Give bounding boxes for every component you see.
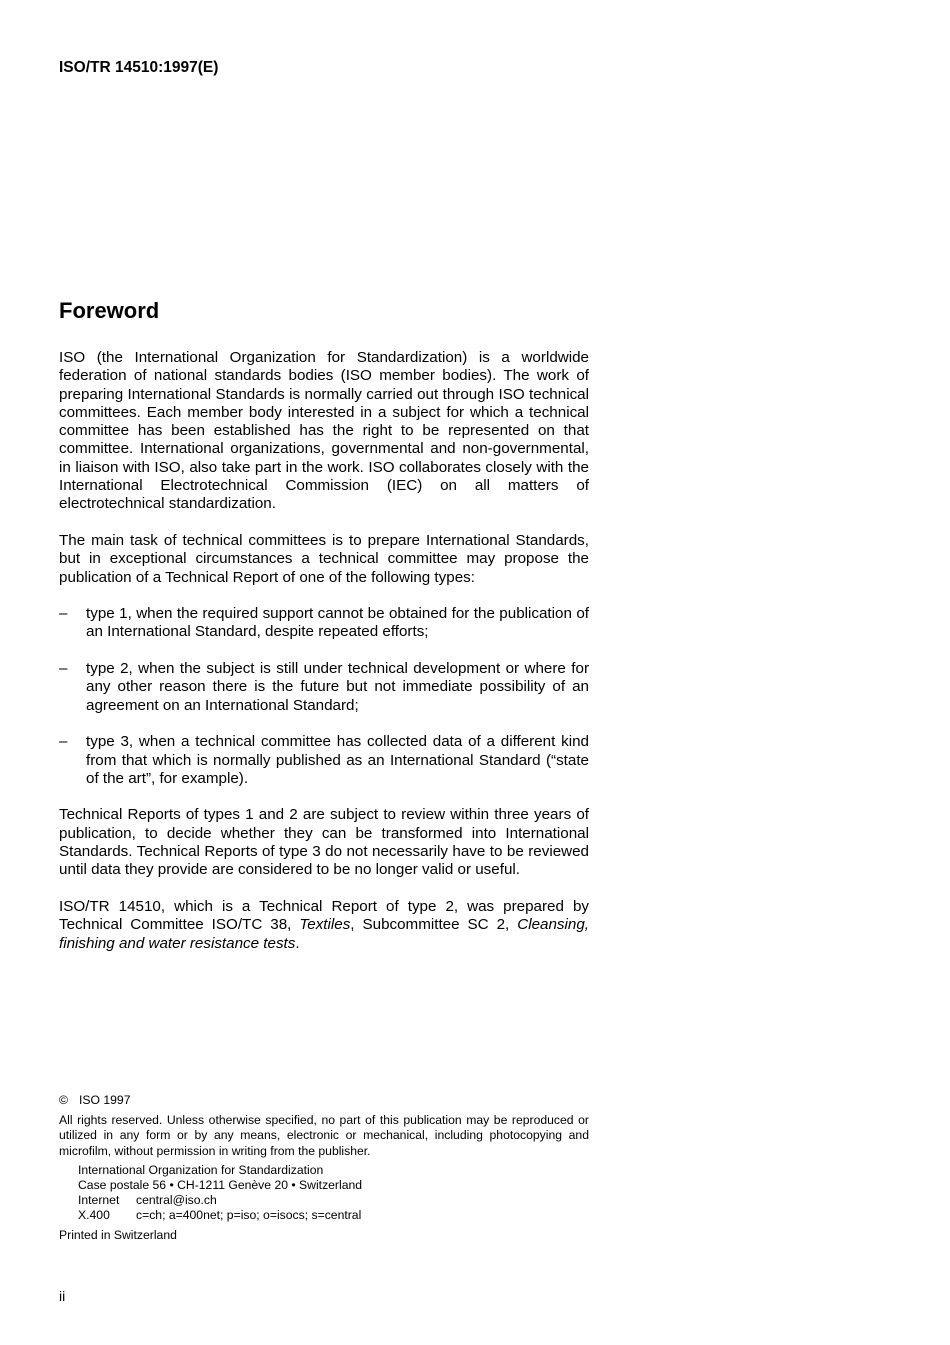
- foreword-paragraph-1: ISO (the International Organization for Standardization) is a worldwide federation of national standards bodies (ISO member bodies). The work of preparing International Standards is normally carried out through ISO technical committees. Each member body interested in a subject for which a technical committee has been established has the right to be represented on that committee. International organizations, governmental and non-governmental, in liaison with ISO, also take part in the work. ISO collaborates closely with the International Electrotechnical Commission (IEC) on all matters of electrotechnical standardization.: [59, 349, 589, 513]
- copyright-line: [59, 1093, 589, 1108]
- list-item-type-3: [59, 733, 589, 788]
- rights-statement: All rights reserved. Unless otherwise specified, no part of this publication may be reproduced or utilized in any form or by any means, electronic or mechanical, including photocopying and microfilm, without permission in writing from the publisher.: [59, 1113, 589, 1158]
- paragraph-4-text: ISO/TR 14510, which is a Technical Report of type 2, was prepared by Technical Committee ISO/TC 38,: [59, 897, 589, 934]
- list-item-text: type 1, when the required support cannot be obtained for the publication of an International Standard, despite repeated efforts;: [86, 605, 589, 641]
- organization-name: International Organization for Standardization: [78, 1162, 324, 1177]
- internet-email: central@iso.ch: [136, 1193, 217, 1208]
- list-item-text: type 2, when the subject is still under technical development or where for any other reason there is the future but not immediate possibility of an agreement on an International Standard;: [86, 660, 589, 714]
- page-number: ii: [59, 1288, 66, 1304]
- foreword-paragraph-4: [59, 898, 589, 953]
- list-dash: –: [59, 733, 68, 751]
- list-item-text: type 3, when a technical committee has collected data of a different kind from that which is normally published as an International Standard (“state of the art”, for example).: [86, 733, 589, 787]
- postal-address: Case postale 56 • CH-1211 Genève 20 • Switzerland: [78, 1178, 363, 1193]
- foreword-heading: Foreword: [59, 298, 160, 323]
- x400-address: c=ch; a=400net; p=iso; o=isocs; s=central: [136, 1208, 362, 1223]
- foreword-body: [59, 349, 589, 971]
- subcommittee-title: Cleansing, finishing and water resistance tests: [59, 916, 589, 952]
- printed-in: Printed in Switzerland: [59, 1227, 177, 1242]
- internet-label: Internet: [78, 1193, 120, 1208]
- copyright-block: [59, 1093, 589, 1243]
- x400-contact: [59, 1208, 589, 1223]
- list-dash: –: [59, 660, 68, 678]
- internet-contact: [59, 1193, 589, 1208]
- copyright-symbol: ©: [59, 1093, 68, 1107]
- list-item-type-1: [59, 605, 589, 642]
- foreword-paragraph-3: Technical Reports of types 1 and 2 are subject to review within three years of publication, to decide whether they can be transformed into International Standards. Technical Reports of type 3 do not necessarily have to be reviewed until data they provide are considered to be no longer valid or useful.: [59, 806, 589, 879]
- list-item-type-2: [59, 660, 589, 715]
- foreword-paragraph-2: The main task of technical committees is to prepare International Standards, but in exceptional circumstances a technical committee may propose the publication of a Technical Report of one of the following types:: [59, 531, 589, 586]
- committee-title-textiles: Textiles: [299, 916, 351, 934]
- x400-label: X.400: [78, 1208, 110, 1223]
- copyright-year: ISO 1997: [79, 1093, 131, 1107]
- list-dash: –: [59, 605, 68, 623]
- paragraph-4-text: .: [295, 934, 300, 952]
- paragraph-4-text: , Subcommittee SC 2,: [350, 916, 518, 934]
- document-id-header: ISO/TR 14510:1997(E): [59, 59, 219, 76]
